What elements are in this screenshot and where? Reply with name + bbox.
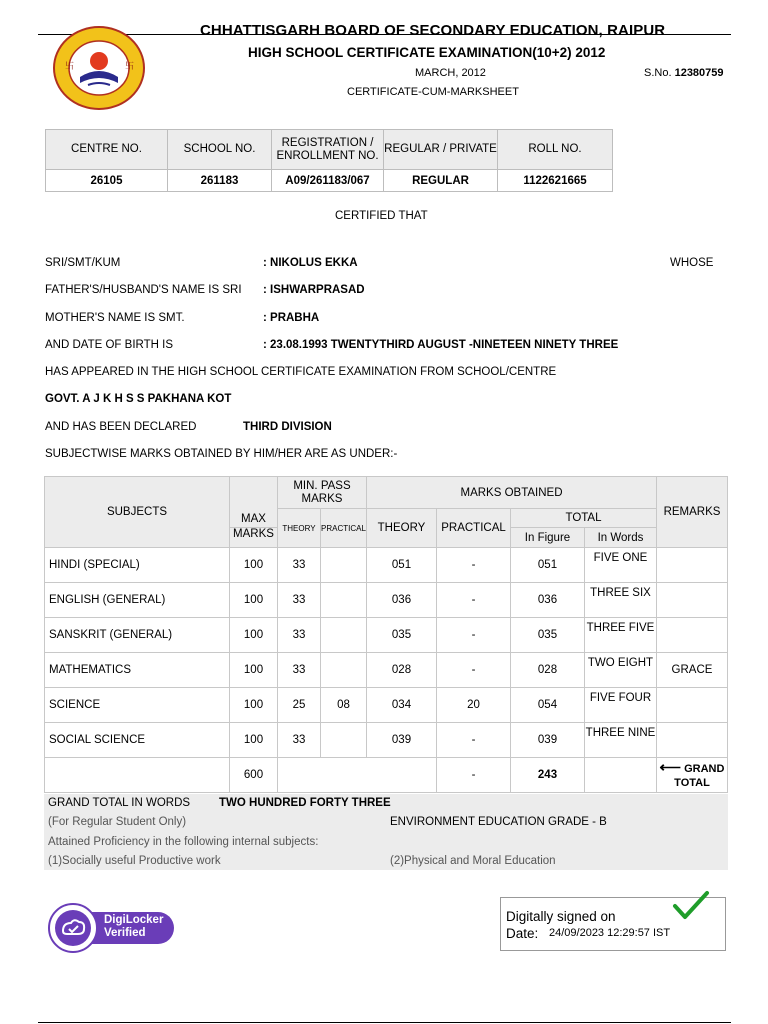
school-no-value: 261183 xyxy=(168,170,272,192)
exam-title: HIGH SCHOOL CERTIFICATE EXAMINATION(10+2) 2012 xyxy=(248,45,606,60)
table-row xyxy=(45,688,728,723)
total-figure: 035 xyxy=(511,618,585,653)
remarks xyxy=(657,723,728,758)
mother-value: : PRABHA xyxy=(263,312,320,324)
header-min-practical: PRACTICAL xyxy=(321,509,367,548)
min-theory: 33 xyxy=(278,583,321,618)
regular-private-value: REGULAR xyxy=(384,170,498,192)
roll-no-value: 1122621665 xyxy=(498,170,613,192)
subject-name: SOCIAL SCIENCE xyxy=(45,723,230,758)
min-theory: 33 xyxy=(278,653,321,688)
practical-marks: - xyxy=(437,583,511,618)
name-value: : NIKOLUS EKKA xyxy=(263,257,358,269)
max-marks: 100 xyxy=(230,653,278,688)
mother-label: MOTHER'S NAME IS SMT. xyxy=(45,312,185,324)
whose-label: WHOSE xyxy=(670,257,714,269)
declared-label: AND HAS BEEN DECLARED xyxy=(45,421,197,433)
internal-subject-2: (2)Physical and Moral Education xyxy=(390,855,556,867)
dob-value: : 23.08.1993 TWENTYTHIRD AUGUST -NINETEEN NINETY THREE xyxy=(263,339,619,351)
serial-number-label: S.No. xyxy=(644,67,672,79)
theory-marks: 036 xyxy=(367,583,437,618)
max-marks: 100 xyxy=(230,618,278,653)
identification-value-row xyxy=(46,170,613,192)
total-words: FIVE ONE xyxy=(585,548,657,583)
min-theory: 33 xyxy=(278,618,321,653)
father-label: FATHER'S/HUSBAND'S NAME IS SRI xyxy=(45,284,242,296)
min-practical xyxy=(321,653,367,688)
grand-total-value: 243 xyxy=(511,758,585,793)
table-row xyxy=(45,653,728,688)
theory-marks: 039 xyxy=(367,723,437,758)
min-practical xyxy=(321,618,367,653)
board-name: CHHATTISGARH BOARD OF SECONDARY EDUCATION, RAIPUR xyxy=(200,22,666,39)
total-figure: 039 xyxy=(511,723,585,758)
table-row xyxy=(45,618,728,653)
practical-marks: - xyxy=(437,653,511,688)
grand-total-words-value: TWO HUNDRED FORTY THREE xyxy=(219,797,391,809)
svg-text:卐: 卐 xyxy=(65,62,75,72)
min-practical xyxy=(321,723,367,758)
subject-name: ENGLISH (GENERAL) xyxy=(45,583,230,618)
subject-name: SCIENCE xyxy=(45,688,230,723)
max-marks: 100 xyxy=(230,723,278,758)
appeared-text: HAS APPEARED IN THE HIGH SCHOOL CERTIFICATE EXAMINATION FROM SCHOOL/CENTRE xyxy=(45,366,557,378)
serial-number-value: 12380759 xyxy=(674,67,724,79)
digilocker-line2: Verified xyxy=(104,927,146,939)
max-marks: 100 xyxy=(230,548,278,583)
signature-line: Digitally signed on xyxy=(506,909,616,924)
header-in-words: In Words xyxy=(585,528,657,548)
grand-total-words-cell xyxy=(585,758,657,793)
min-theory: 33 xyxy=(278,548,321,583)
subject-name: SANSKRIT (GENERAL) xyxy=(45,618,230,653)
theory-marks: 028 xyxy=(367,653,437,688)
header-roll-no: ROLL NO. xyxy=(498,130,613,170)
signature-date-value: 24/09/2023 12:29:57 IST xyxy=(549,927,671,939)
registration-no-value: A09/261183/067 xyxy=(272,170,384,192)
practical-marks: - xyxy=(437,618,511,653)
board-emblem-logo xyxy=(52,25,146,111)
svg-text:卐: 卐 xyxy=(125,62,135,72)
header-subjects: SUBJECTS xyxy=(45,477,230,548)
header-max: MAX xyxy=(230,477,278,528)
header-centre-no: CENTRE NO. xyxy=(46,130,168,170)
footer-rule xyxy=(38,1022,731,1023)
theory-marks: 034 xyxy=(367,688,437,723)
document-type: CERTIFICATE-CUM-MARKSHEET xyxy=(347,86,519,98)
subject-name: HINDI (SPECIAL) xyxy=(45,548,230,583)
practical-marks: - xyxy=(437,548,511,583)
header-regular-private: REGULAR / PRIVATE xyxy=(384,130,498,170)
total-figure: 028 xyxy=(511,653,585,688)
centre-no-value: 26105 xyxy=(46,170,168,192)
header-registration-no: REGISTRATION / ENROLLMENT NO. xyxy=(272,130,384,170)
father-value: : ISHWARPRASAD xyxy=(263,284,365,296)
max-marks: 100 xyxy=(230,583,278,618)
remarks xyxy=(657,548,728,583)
theory-marks: 035 xyxy=(367,618,437,653)
remarks xyxy=(657,618,728,653)
min-theory: 33 xyxy=(278,723,321,758)
checkmark-icon xyxy=(672,890,710,920)
min-practical xyxy=(321,548,367,583)
header-in-figure: In Figure xyxy=(511,528,585,548)
grand-total-empty-cell xyxy=(45,758,230,793)
min-practical xyxy=(321,583,367,618)
table-row xyxy=(45,583,728,618)
header-marks-obtained: MARKS OBTAINED xyxy=(367,477,657,509)
grand-total-label: GRAND TOTAL xyxy=(674,762,725,789)
internal-subject-1: (1)Socially useful Productive work xyxy=(48,855,221,867)
marks-table xyxy=(44,476,728,793)
total-figure: 054 xyxy=(511,688,585,723)
header-practical: PRACTICAL xyxy=(437,509,511,548)
header-marks: MARKS xyxy=(230,528,278,548)
table-row xyxy=(45,548,728,583)
max-marks: 100 xyxy=(230,688,278,723)
remarks xyxy=(657,688,728,723)
remarks xyxy=(657,583,728,618)
subject-name: MATHEMATICS xyxy=(45,653,230,688)
header-total: TOTAL xyxy=(511,509,657,528)
remarks: GRACE xyxy=(657,653,728,688)
min-practical: 08 xyxy=(321,688,367,723)
exam-month: MARCH, 2012 xyxy=(415,67,486,79)
regular-only-note: (For Regular Student Only) xyxy=(48,816,187,828)
header-min-pass-marks: MIN. PASS MARKS xyxy=(278,477,367,509)
serial-number xyxy=(644,67,724,79)
grand-total-words-label: GRAND TOTAL IN WORDS xyxy=(48,797,191,809)
subjectwise-text: SUBJECTWISE MARKS OBTAINED BY HIM/HER ARE AS UNDER:- xyxy=(45,448,398,460)
name-label: SRI/SMT/KUM xyxy=(45,257,121,269)
header-school-no: SCHOOL NO. xyxy=(168,130,272,170)
grand-total-max: 600 xyxy=(230,758,278,793)
marks-header-row-1 xyxy=(45,477,728,509)
practical-marks: - xyxy=(437,723,511,758)
grand-total-blank xyxy=(278,758,437,793)
theory-marks: 051 xyxy=(367,548,437,583)
digilocker-label xyxy=(104,914,163,940)
total-words: FIVE FOUR xyxy=(585,688,657,723)
signature-date-label: Date: xyxy=(506,926,539,941)
header-remarks: REMARKS xyxy=(657,477,728,548)
grand-total-label-cell xyxy=(657,758,728,793)
min-theory: 25 xyxy=(278,688,321,723)
school-name: GOVT. A J K H S S PAKHANA KOT xyxy=(45,393,232,405)
environment-grade: ENVIRONMENT EDUCATION GRADE - B xyxy=(390,816,607,828)
grand-total-row xyxy=(45,758,728,793)
attained-proficiency-text: Attained Proficiency in the following internal subjects: xyxy=(48,836,319,848)
total-figure: 051 xyxy=(511,548,585,583)
identification-header-row xyxy=(46,130,613,170)
total-words: THREE FIVE xyxy=(585,618,657,653)
identification-table xyxy=(45,129,613,192)
left-arrow-icon: ⟵ xyxy=(659,758,682,776)
total-words: THREE SIX xyxy=(585,583,657,618)
practical-marks: 20 xyxy=(437,688,511,723)
dob-label: AND DATE OF BIRTH IS xyxy=(45,339,174,351)
total-words: THREE NINE xyxy=(585,723,657,758)
digilocker-line1: DigiLocker xyxy=(104,914,164,926)
header-min-theory: THEORY xyxy=(278,509,321,548)
total-figure: 036 xyxy=(511,583,585,618)
table-row xyxy=(45,723,728,758)
certified-that: CERTIFIED THAT xyxy=(335,210,428,222)
grand-total-practical: - xyxy=(437,758,511,793)
total-words: TWO EIGHT xyxy=(585,653,657,688)
division-value: THIRD DIVISION xyxy=(243,421,332,433)
header-theory: THEORY xyxy=(367,509,437,548)
